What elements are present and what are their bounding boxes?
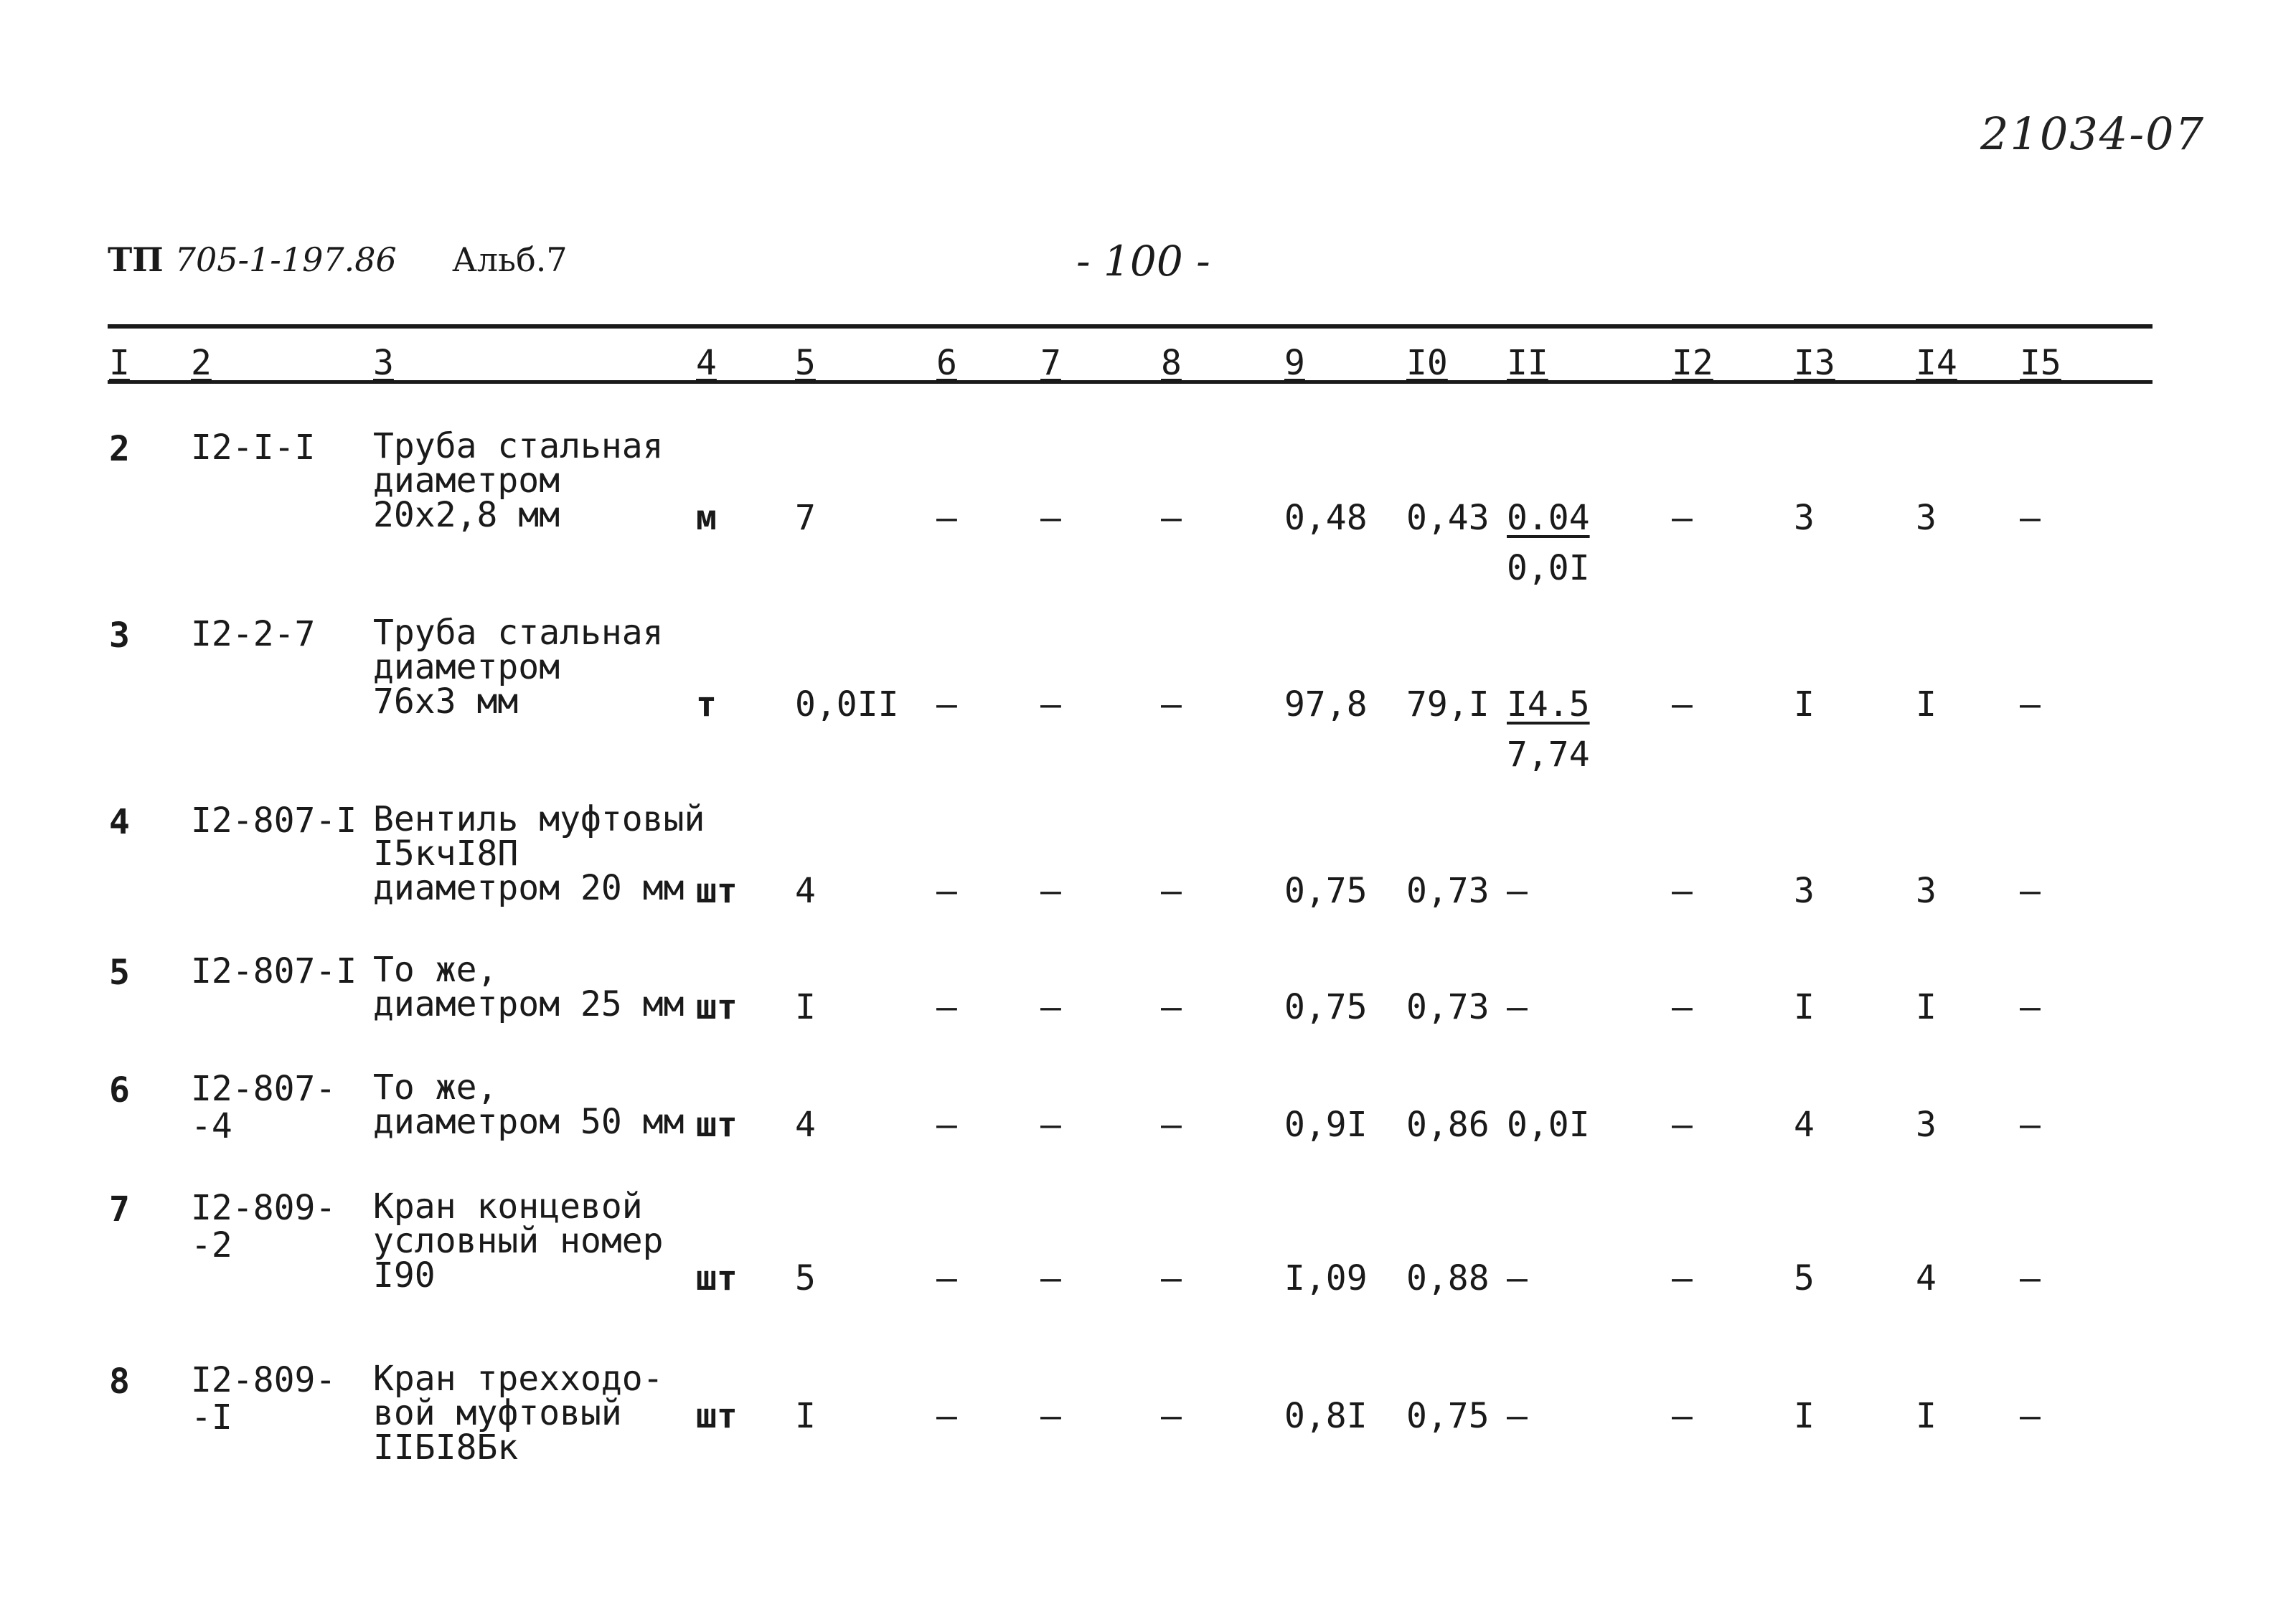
col11-value: 0.04 <box>1507 498 1590 538</box>
col13-value: 3 <box>1794 871 1815 911</box>
col11-value: 0,0I <box>1507 1105 1590 1145</box>
col15-value: – <box>2020 987 2041 1027</box>
col15-value: – <box>2020 1396 2041 1436</box>
col9-value: I,09 <box>1284 1258 1368 1298</box>
column-number: 2 <box>191 343 212 383</box>
unit: м <box>696 498 717 538</box>
quantity: I <box>795 1396 816 1436</box>
col7-value: – <box>1040 1105 1061 1145</box>
col6-value: – <box>936 684 957 725</box>
col7-value: – <box>1040 684 1061 725</box>
column-number: 8 <box>1161 343 1182 383</box>
item-name-line: вой муфтовый <box>373 1393 622 1433</box>
unit: шт <box>696 871 738 911</box>
item-name <box>373 950 684 1024</box>
column-number: 6 <box>936 343 957 383</box>
col9-value: 0,75 <box>1284 987 1368 1027</box>
unit: т <box>696 684 717 725</box>
column-number: 4 <box>696 343 717 383</box>
col6-value: – <box>936 1105 957 1145</box>
document-code <box>108 240 397 279</box>
col11-value: – <box>1507 871 1528 911</box>
item-name-line: диаметром <box>373 461 560 501</box>
col9-value: 0,9I <box>1284 1105 1368 1145</box>
col13-value: 5 <box>1794 1258 1815 1298</box>
column-number: 9 <box>1284 343 1305 383</box>
item-name-line: Вентиль муфтовый <box>373 799 705 839</box>
col10-value: 0,73 <box>1406 987 1490 1027</box>
row-index: 7 <box>109 1189 130 1230</box>
col15-value: – <box>2020 1258 2041 1298</box>
col7-value: – <box>1040 498 1061 538</box>
column-number: I4 <box>1916 343 1957 383</box>
col8-value: – <box>1161 987 1182 1027</box>
col12-value: – <box>1672 684 1693 725</box>
unit: шт <box>696 1105 738 1145</box>
col11-value: I4.5 <box>1507 684 1590 725</box>
col6-value: – <box>936 1396 957 1436</box>
col13-value: 4 <box>1794 1105 1815 1145</box>
item-name-line: Кран концевой <box>373 1186 643 1227</box>
col15-value: – <box>2020 871 2041 911</box>
col11-value: – <box>1507 1258 1528 1298</box>
col7-value: – <box>1040 987 1061 1027</box>
col7-value: – <box>1040 1258 1061 1298</box>
quantity: 5 <box>795 1258 816 1298</box>
col14-value: I <box>1916 1396 1937 1436</box>
price-code-line: I2-809- <box>191 1360 337 1400</box>
col10-value: 0,73 <box>1406 871 1490 911</box>
item-name-line: условный номер <box>373 1221 664 1261</box>
album-label: Альб.7 <box>452 240 568 279</box>
column-number: I5 <box>2020 343 2061 383</box>
col14-value: 3 <box>1916 498 1937 538</box>
column-number: I <box>109 343 130 383</box>
col10-value: 0,86 <box>1406 1105 1490 1145</box>
price-code-line: I2-809- <box>191 1188 337 1228</box>
column-number: 3 <box>373 343 394 383</box>
col14-value: 3 <box>1916 871 1937 911</box>
col14-value: I <box>1916 684 1937 725</box>
col7-value: – <box>1040 871 1061 911</box>
row-index: 3 <box>109 615 130 656</box>
row-index: 6 <box>109 1070 130 1110</box>
col6-value: – <box>936 498 957 538</box>
row-index: 5 <box>109 953 130 993</box>
col13-value: I <box>1794 987 1815 1027</box>
col9-value: 0,75 <box>1284 871 1368 911</box>
row-index: 4 <box>109 802 130 842</box>
item-name-line: 76х3 мм <box>373 681 519 722</box>
col8-value: – <box>1161 1396 1182 1436</box>
item-name-line: диаметром 25 мм <box>373 984 684 1024</box>
column-number: II <box>1507 343 1548 383</box>
item-name-line: диаметром <box>373 647 560 687</box>
item-name-line: IIБI8Бк <box>373 1428 519 1468</box>
col13-value: I <box>1794 684 1815 725</box>
col8-value: – <box>1161 1105 1182 1145</box>
col14-value: I <box>1916 987 1937 1027</box>
column-number: I0 <box>1406 343 1448 383</box>
price-code <box>191 1189 336 1264</box>
col12-value: – <box>1672 1396 1693 1436</box>
col10-value: 0,75 <box>1406 1396 1490 1436</box>
col11-subvalue: 0,0I <box>1507 548 1590 588</box>
col15-value: – <box>2020 1105 2041 1145</box>
price-code <box>191 1362 336 1436</box>
price-code-line: -I <box>191 1397 232 1438</box>
unit: шт <box>696 1396 738 1436</box>
item-name-line: Труба стальная <box>373 613 664 653</box>
page-number: - 100 - <box>1076 237 1210 286</box>
column-number: 5 <box>795 343 816 383</box>
item-name <box>373 799 705 908</box>
document-code-number: 705-1-197.86 <box>174 240 397 279</box>
quantity: 4 <box>795 871 816 911</box>
item-name-line: диаметром 50 мм <box>373 1102 684 1142</box>
price-code: I2-2-7 <box>191 614 316 654</box>
col8-value: – <box>1161 684 1182 725</box>
item-name-line: То же, <box>373 950 498 990</box>
column-number: 7 <box>1040 343 1061 383</box>
col14-value: 4 <box>1916 1258 1937 1298</box>
item-name-line: I90 <box>373 1255 436 1296</box>
item-name-line: То же, <box>373 1067 498 1108</box>
item-name-line: Труба стальная <box>373 426 664 466</box>
col15-value: – <box>2020 498 2041 538</box>
column-number: I2 <box>1672 343 1713 383</box>
item-name-line: I5кчI8П <box>373 834 519 874</box>
price-code-line: I2-807- <box>191 1069 337 1109</box>
price-code <box>191 1070 336 1145</box>
quantity: I <box>795 987 816 1027</box>
col9-value: 0,48 <box>1284 498 1368 538</box>
col8-value: – <box>1161 871 1182 911</box>
col12-value: – <box>1672 871 1693 911</box>
col11-subvalue: 7,74 <box>1507 735 1590 775</box>
item-name-line: Кран трехходо- <box>373 1359 664 1399</box>
col11-value: – <box>1507 1396 1528 1436</box>
price-code: I2-807-I <box>191 801 357 841</box>
col6-value: – <box>936 871 957 911</box>
item-name <box>373 1186 664 1296</box>
price-code: I2-I-I <box>191 428 316 468</box>
col11-value: – <box>1507 987 1528 1027</box>
item-name <box>373 1359 664 1468</box>
col12-value: – <box>1672 987 1693 1027</box>
column-number: I3 <box>1794 343 1835 383</box>
item-name-line: диаметром 20 мм <box>373 868 684 908</box>
col12-value: – <box>1672 1258 1693 1298</box>
price-code-line: -4 <box>191 1106 232 1146</box>
col15-value: – <box>2020 684 2041 725</box>
table-top-rule <box>108 324 2152 329</box>
row-index: 8 <box>109 1362 130 1402</box>
quantity: 4 <box>795 1105 816 1145</box>
col6-value: – <box>936 1258 957 1298</box>
unit: шт <box>696 987 738 1027</box>
item-name <box>373 613 664 722</box>
col13-value: 3 <box>1794 498 1815 538</box>
col12-value: – <box>1672 1105 1693 1145</box>
document-code-prefix: ТП <box>108 240 164 279</box>
table-header-rule <box>108 380 2152 384</box>
archive-stamp: 21034-07 <box>1980 108 2206 160</box>
col8-value: – <box>1161 498 1182 538</box>
item-name <box>373 1067 684 1142</box>
col9-value: 97,8 <box>1284 684 1368 725</box>
col13-value: I <box>1794 1396 1815 1436</box>
col9-value: 0,8I <box>1284 1396 1368 1436</box>
quantity: 0,0II <box>795 684 899 725</box>
col8-value: – <box>1161 1258 1182 1298</box>
item-name <box>373 426 664 535</box>
col10-value: 0,88 <box>1406 1258 1490 1298</box>
item-name-line: 20х2,8 мм <box>373 495 560 535</box>
col10-value: 79,I <box>1406 684 1490 725</box>
col10-value: 0,43 <box>1406 498 1490 538</box>
col7-value: – <box>1040 1396 1061 1436</box>
col14-value: 3 <box>1916 1105 1937 1145</box>
unit: шт <box>696 1258 738 1298</box>
quantity: 7 <box>795 498 816 538</box>
price-code: I2-807-I <box>191 951 357 991</box>
col12-value: – <box>1672 498 1693 538</box>
col6-value: – <box>936 987 957 1027</box>
price-code-line: -2 <box>191 1225 232 1265</box>
row-index: 2 <box>109 429 130 469</box>
